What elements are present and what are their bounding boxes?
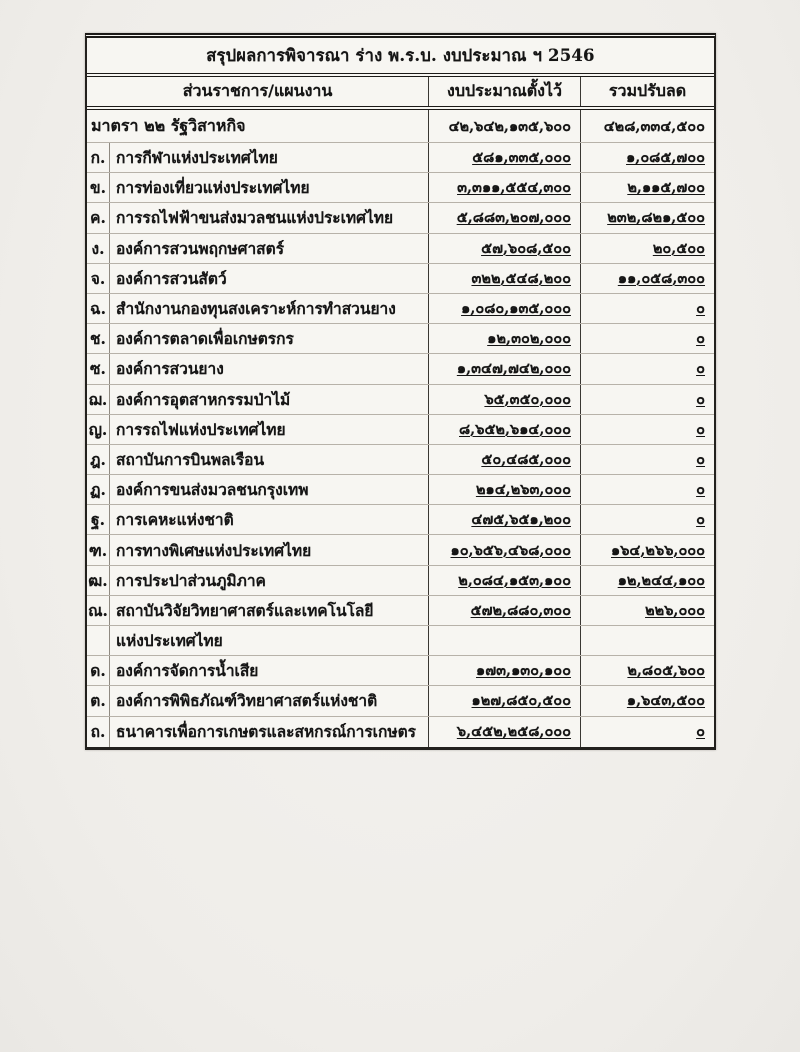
budget-set-cell: ๓,๓๑๑,๕๕๔,๓๐๐ [428, 173, 580, 202]
agency-letter: ฌ. [87, 385, 110, 414]
agency-name: สำนักงานกองทุนสงเคราะห์การทำสวนยาง [116, 299, 396, 319]
table-row [87, 686, 714, 716]
total-reduction-cell: ๒๒๖,๐๐๐ [580, 596, 714, 625]
budget-set-cell: ๒๑๔,๒๖๓,๐๐๐ [428, 475, 580, 504]
total-reduction-cell: ๒๐,๕๐๐ [580, 234, 714, 263]
agency-name: องค์การพิพิธภัณฑ์วิทยาศาสตร์แห่งชาติ [116, 691, 378, 711]
agency-letter: ต. [87, 686, 110, 715]
agency-letter: ณ. [87, 596, 110, 625]
table-row [87, 656, 714, 686]
agency-letter: ญ. [87, 415, 110, 444]
agency-letter: ฐ. [87, 505, 110, 534]
agency-name: การรถไฟฟ้าขนส่งมวลชนแห่งประเทศไทย [116, 208, 394, 228]
table-row [87, 596, 714, 626]
agency-name: องค์การขนส่งมวลชนกรุงเทพ [116, 480, 309, 500]
table-row [87, 294, 714, 324]
agency-name: การเคหะแห่งชาติ [116, 510, 234, 530]
total-reduction-cell: ๒,๑๑๕,๗๐๐ [580, 173, 714, 202]
total-reduction-cell: ๐ [580, 385, 714, 414]
budget-set-cell [428, 626, 580, 655]
table-row [87, 415, 714, 445]
agency-letter: ซ. [87, 354, 110, 383]
budget-set-cell: ๑๒๗,๘๕๐,๕๐๐ [428, 686, 580, 715]
section-row-matra-22 [87, 110, 714, 143]
total-reduction-cell: ๑๒,๒๔๔,๑๐๐ [580, 566, 714, 595]
agency-name: องค์การสวนยาง [116, 359, 224, 379]
budget-set-cell: ๑,๐๘๐,๑๓๕,๐๐๐ [428, 294, 580, 323]
total-reduction-cell: ๑๑,๐๕๘,๓๐๐ [580, 264, 714, 293]
total-reduction-cell: ๐ [580, 445, 714, 474]
agency-letter: ข. [87, 173, 110, 202]
table-body [87, 143, 714, 747]
total-reduction-cell: ๒,๘๐๕,๖๐๐ [580, 656, 714, 685]
agency-letter: ฒ. [87, 566, 110, 595]
table-row [87, 445, 714, 475]
agency-name: การประปาส่วนภูมิภาค [116, 570, 266, 590]
total-reduction-cell [580, 626, 714, 655]
budget-set-cell: ๕๐,๔๘๕,๐๐๐ [428, 445, 580, 474]
column-header-budget-set: งบประมาณตั้งไว้ [428, 77, 580, 106]
agency-letter [87, 626, 110, 655]
budget-set-cell: ๖๕,๓๕๐,๐๐๐ [428, 385, 580, 414]
section-total-reduction: ๔๒๘,๓๓๔,๕๐๐ [580, 110, 714, 142]
table-row [87, 203, 714, 233]
column-header-agency: ส่วนราชการ/แผนงาน [182, 81, 333, 100]
agency-name: การรถไฟแห่งประเทศไทย [116, 419, 286, 439]
budget-set-cell: ๑๐,๖๕๖,๔๖๘,๐๐๐ [428, 535, 580, 564]
total-reduction-cell: ๐ [580, 354, 714, 383]
table-row [87, 535, 714, 565]
agency-name: สถาบันวิจัยวิทยาศาสตร์และเทคโนโลยี [116, 600, 374, 620]
agency-name: การกีฬาแห่งประเทศไทย [116, 148, 278, 168]
agency-name: องค์การสวนสัตว์ [116, 268, 227, 288]
table-row [87, 173, 714, 203]
table-row [87, 324, 714, 354]
agency-letter: ฉ. [87, 294, 110, 323]
agency-letter: ด. [87, 656, 110, 685]
total-reduction-cell: ๑๖๔,๒๖๖,๐๐๐ [580, 535, 714, 564]
table-row [87, 505, 714, 535]
total-reduction-cell: ๐ [580, 324, 714, 353]
table-row [87, 626, 714, 656]
table-row [87, 717, 714, 747]
table-row [87, 385, 714, 415]
table-row [87, 566, 714, 596]
total-reduction-cell: ๑,๖๔๓,๕๐๐ [580, 686, 714, 715]
agency-name: องค์การตลาดเพื่อเกษตรกร [116, 329, 294, 349]
total-reduction-cell: ๐ [580, 415, 714, 444]
budget-set-cell: ๕,๘๘๓,๒๐๗,๐๐๐ [428, 203, 580, 232]
agency-letter: ช. [87, 324, 110, 353]
budget-set-cell: ๑๒,๓๐๒,๐๐๐ [428, 324, 580, 353]
agency-letter: ค. [87, 203, 110, 232]
total-reduction-cell: ๐ [580, 294, 714, 323]
column-header-total-reduction: รวมปรับลด [580, 77, 714, 106]
total-reduction-cell: ๒๓๒,๘๒๑,๕๐๐ [580, 203, 714, 232]
agency-name: สถาบันการบินพลเรือน [116, 449, 265, 469]
agency-letter: จ. [87, 264, 110, 293]
agency-letter: ถ. [87, 717, 110, 747]
agency-name: การทางพิเศษแห่งประเทศไทย [116, 540, 312, 560]
table-row [87, 234, 714, 264]
budget-set-cell: ๕๗,๖๐๘,๕๐๐ [428, 234, 580, 263]
table-header-row [87, 77, 714, 110]
budget-set-cell: ๓๒๒,๕๔๘,๒๐๐ [428, 264, 580, 293]
section-label: มาตรา ๒๒ รัฐวิสาหกิจ [91, 115, 246, 135]
agency-name: แห่งประเทศไทย [116, 631, 223, 651]
budget-set-cell: ๘,๖๕๒,๖๑๔,๐๐๐ [428, 415, 580, 444]
table-row [87, 143, 714, 173]
total-reduction-cell: ๐ [580, 505, 714, 534]
table-row [87, 354, 714, 384]
total-reduction-cell: ๐ [580, 475, 714, 504]
agency-letter: ฏ. [87, 475, 110, 504]
budget-set-cell: ๔๗๕,๖๕๑,๒๐๐ [428, 505, 580, 534]
budget-set-cell: ๑,๓๔๗,๗๔๒,๐๐๐ [428, 354, 580, 383]
budget-summary-table [85, 33, 716, 750]
agency-name: องค์การจัดการน้ำเสีย [116, 661, 259, 681]
budget-set-cell: ๑๗๓,๑๓๐,๑๐๐ [428, 656, 580, 685]
agency-letter: ก. [87, 143, 110, 172]
total-reduction-cell: ๐ [580, 717, 714, 747]
document-title: สรุปผลการพิจารณา ร่าง พ.ร.บ. งบประมาณ ฯ 2546 [87, 38, 714, 77]
agency-name: องค์การสวนพฤกษศาสตร์ [116, 238, 285, 258]
agency-letter: ฎ. [87, 445, 110, 474]
budget-set-cell: ๒,๐๘๔,๑๕๓,๑๐๐ [428, 566, 580, 595]
agency-name: องค์การอุตสาหกรรมป่าไม้ [116, 389, 291, 409]
table-row [87, 264, 714, 294]
budget-set-cell: ๕๘๑,๓๓๕,๐๐๐ [428, 143, 580, 172]
total-reduction-cell: ๑,๐๘๕,๗๐๐ [580, 143, 714, 172]
section-budget-set: ๔๒,๖๔๒,๑๓๕,๖๐๐ [428, 110, 580, 142]
agency-letter: ง. [87, 234, 110, 263]
budget-set-cell: ๖,๔๕๒,๒๕๘,๐๐๐ [428, 717, 580, 747]
agency-letter: ฑ. [87, 535, 110, 564]
table-row [87, 475, 714, 505]
budget-set-cell: ๕๗๒,๘๘๐,๓๐๐ [428, 596, 580, 625]
agency-name: ธนาคารเพื่อการเกษตรและสหกรณ์การเกษตร [116, 722, 416, 742]
agency-name: การท่องเที่ยวแห่งประเทศไทย [116, 178, 310, 198]
